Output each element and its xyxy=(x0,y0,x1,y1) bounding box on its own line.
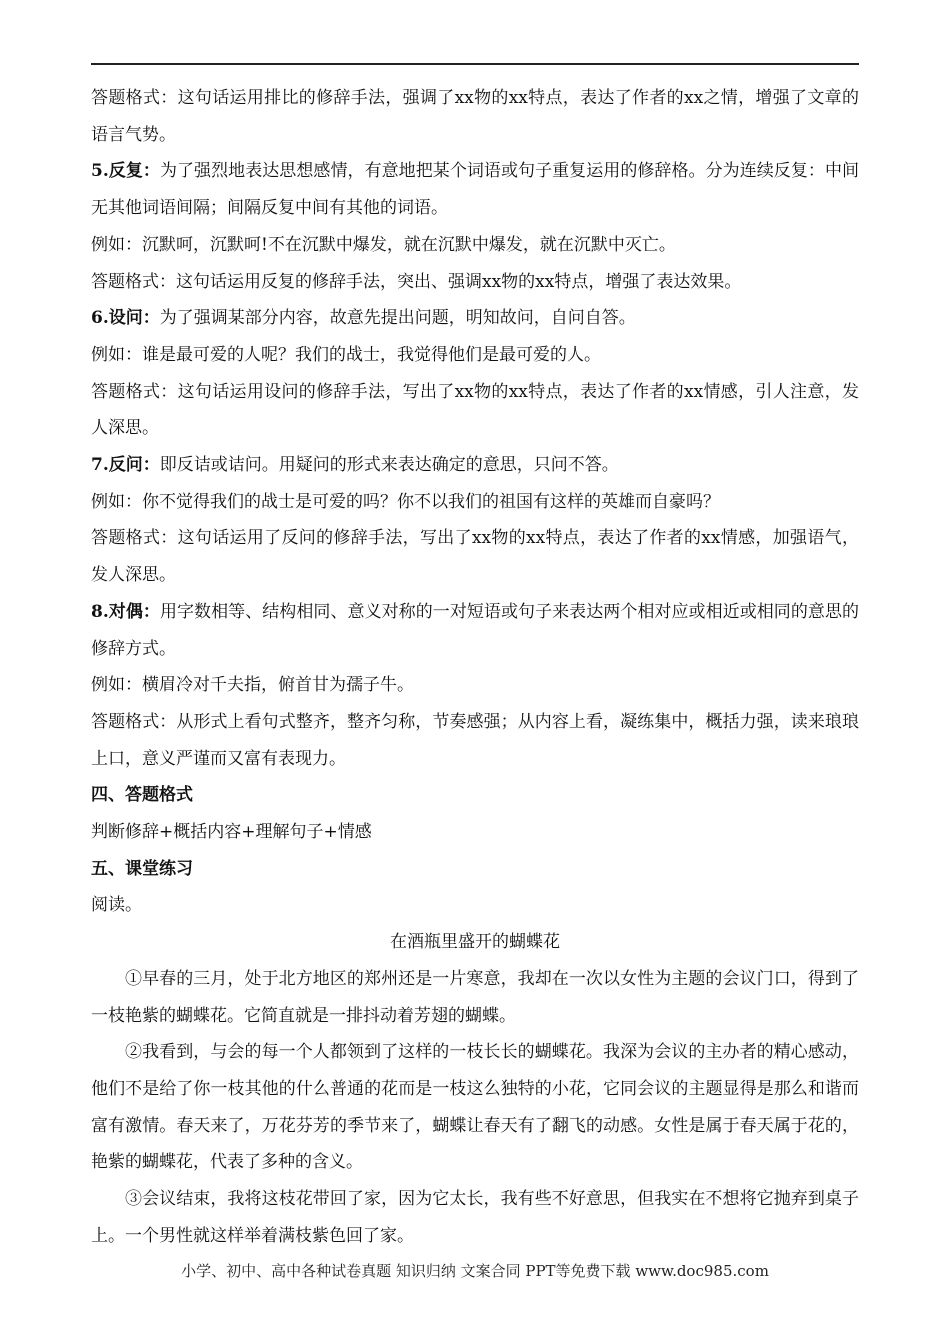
top-rule xyxy=(91,63,859,65)
answer-formula: 判断修辞+概括内容+理解句子+情感 xyxy=(91,822,372,843)
paragraph: 例如：沉默呵，沉默呵!不在沉默中爆发，就在沉默中爆发，就在沉默中灭亡。 xyxy=(91,234,676,255)
article-paragraph: ①早春的三月，处于北方地区的郑州还是一片寒意，我却在一次以女性为主题的会议门口，得到了一枝艳紫的蝴蝶花。它简直就是一排抖动着芳翅的蝴蝶。 xyxy=(91,968,859,1026)
paragraph: 8.对偶：用字数相等、结构相同、意义对称的一对短语或句子来表达两个相对应或相近或相同的意思的修辞方式。 xyxy=(91,601,859,659)
page-content xyxy=(91,80,859,1255)
paragraph: 7.反问：即反诘或诘问。用疑问的形式来表达确定的意思，只问不答。 xyxy=(91,455,619,476)
paragraph: 答题格式：这句话运用了反问的修辞手法，写出了xx物的xx特点，表达了作者的xx情感，加强语气，发人深思。 xyxy=(91,528,859,586)
page-footer: 小学、初中、高中各种试卷真题 知识归纳 文案合同 PPT等免费下载 www.doc985.com xyxy=(181,1262,769,1280)
paragraph: 5.反复：为了强烈地表达思想感情，有意地把某个词语或句子重复运用的修辞格。分为连续反复：中间无其他词语间隔；间隔反复中间有其他的词语。 xyxy=(91,161,859,219)
reading-label: 阅读。 xyxy=(91,895,142,916)
section-heading-4: 四、答题格式 xyxy=(91,785,193,806)
paragraph: 6.设问：为了强调某部分内容，故意先提出问题，明知故问，自问自答。 xyxy=(91,308,636,329)
paragraph: 例如：横眉冷对千夫指，俯首甘为孺子牛。 xyxy=(91,675,414,696)
paragraph: 答题格式：这句话运用反复的修辞手法，突出、强调xx物的xx特点，增强了表达效果。 xyxy=(91,271,742,292)
article-paragraph: ③会议结束，我将这枝花带回了家，因为它太长，我有些不好意思，但我实在不想将它抛弃到桌子上。一个男性就这样举着满枝紫色回了家。 xyxy=(91,1189,859,1246)
paragraph: 答题格式：这句话运用设问的修辞手法，写出了xx物的xx特点，表达了作者的xx情感，引人注意，发人深思。 xyxy=(91,381,859,439)
section-heading-5: 五、课堂练习 xyxy=(91,858,193,879)
article-paragraph: ②我看到，与会的每一个人都领到了这样的一枝长长的蝴蝶花。我深为会议的主办者的精心感动，他们不是给了你一枝其他的什么普通的花而是一枝这么独特的小花，它同会议的主题显得是那么和谐而富有激情。春天来了，万花芬芳的季节来了，蝴蝶让春天有了翻飞的动感。女性是属于春天属于花的，艳紫的蝴蝶花，代表了多种的含义。 xyxy=(91,1042,859,1173)
paragraph: 答题格式：这句话运用排比的修辞手法，强调了xx物的xx特点，表达了作者的xx之情，增强了文章的语言气势。 xyxy=(91,88,859,145)
article-title: 在酒瓶里盛开的蝴蝶花 xyxy=(390,932,560,953)
paragraph: 例如：谁是最可爱的人呢？我们的战士，我觉得他们是最可爱的人。 xyxy=(91,344,601,365)
paragraph: 答题格式：从形式上看句式整齐，整齐匀称，节奏感强；从内容上看，凝练集中，概括力强，读来琅琅上口，意义严谨而又富有表现力。 xyxy=(91,711,859,769)
paragraph: 例如：你不觉得我们的战士是可爱的吗？你不以我们的祖国有这样的英雄而自豪吗？ xyxy=(91,491,720,512)
